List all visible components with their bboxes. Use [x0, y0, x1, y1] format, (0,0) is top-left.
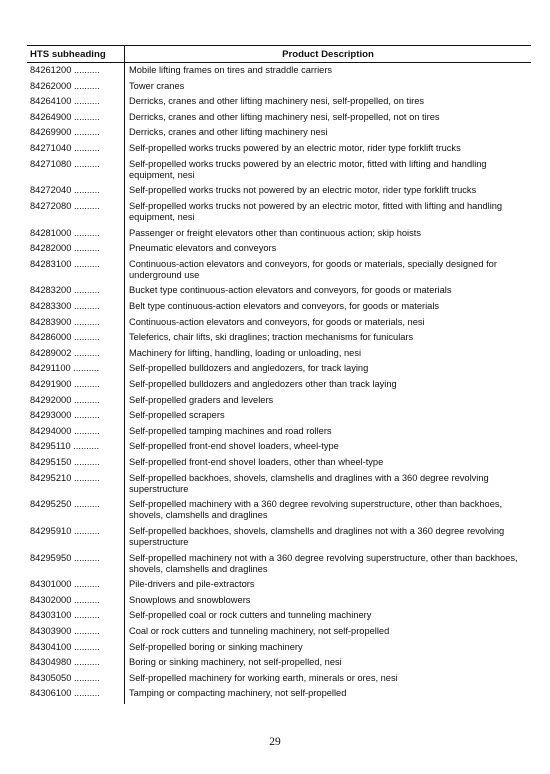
product-description-cell: Self-propelled front-end shovel loaders, wheel-type [129, 441, 339, 452]
hts-code-cell: 84292000 .......... [27, 393, 125, 409]
header-product-description: Product Description [125, 46, 532, 63]
table-row [27, 393, 531, 409]
hts-code-cell: 84295150 .......... [27, 455, 125, 471]
table-row [27, 63, 531, 79]
product-description-cell: Bucket type continuous-action elevators and conveyors, for goods or materials [129, 285, 452, 296]
product-description-cell: Pile-drivers and pile-extractors [129, 579, 255, 590]
product-description-cell: Continuous-action elevators and conveyors, for goods or materials, nesi [129, 316, 425, 327]
hts-code-cell: 84261200 .......... [27, 63, 125, 79]
table-row [27, 439, 531, 455]
hts-code-cell: 84303100 .......... [27, 608, 125, 624]
hts-code-cell: 84281000 .......... [27, 226, 125, 242]
product-description-cell: Passenger or freight elevators other than continuous action; skip hoists [129, 227, 421, 238]
hts-code-cell: 84305050 .......... [27, 671, 125, 687]
table-row [27, 424, 531, 440]
hts-code-cell: 84264900 .......... [27, 110, 125, 126]
hts-code-cell: 84295910 .......... [27, 524, 125, 551]
hts-code-cell: 84291100 .......... [27, 361, 125, 377]
hts-code-cell: 84302000 .......... [27, 593, 125, 609]
product-description-cell: Self-propelled boring or sinking machinery [129, 641, 303, 652]
hts-code-cell: 84269900 .......... [27, 125, 125, 141]
hts-code-cell: 84283900 .......... [27, 315, 125, 331]
table-header [27, 46, 531, 63]
product-description-cell: Self-propelled machinery for working earth, minerals or ores, nesi [129, 672, 398, 683]
table-row [27, 497, 531, 524]
product-description-cell: Self-propelled works trucks powered by an electric motor, fitted with lifting and handling equipment, nesi [129, 158, 487, 180]
table-row [27, 257, 531, 284]
hts-code-cell: 84283100 .......... [27, 257, 125, 284]
table-row [27, 226, 531, 242]
product-description-cell: Derricks, cranes and other lifting machinery nesi [129, 127, 328, 138]
table-row [27, 608, 531, 624]
hts-table [27, 45, 531, 704]
header-hts-subheading: HTS subheading [27, 46, 125, 63]
hts-code-cell: 84293000 .......... [27, 408, 125, 424]
hts-code-cell: 84282000 .......... [27, 241, 125, 257]
hts-code-cell: 84283200 .......... [27, 283, 125, 299]
hts-code-cell: 84295110 .......... [27, 439, 125, 455]
product-description-cell: Coal or rock cutters and tunneling machinery, not self-propelled [129, 626, 390, 637]
table-row [27, 315, 531, 331]
table-row [27, 686, 531, 703]
table-row [27, 671, 531, 687]
table-row [27, 141, 531, 157]
table-row [27, 624, 531, 640]
product-description-cell: Teleferics, chair lifts, ski draglines; traction mechanisms for funiculars [129, 332, 414, 343]
product-description-cell: Tamping or compacting machinery, not self-propelled [129, 688, 347, 699]
hts-code-cell: 84294000 .......... [27, 424, 125, 440]
table-row [27, 640, 531, 656]
table-row [27, 551, 531, 578]
product-description-cell: Tower cranes [129, 80, 185, 91]
product-description-cell: Self-propelled bulldozers and angledozers, for track laying [129, 363, 369, 374]
hts-code-cell: 84264100 .......... [27, 94, 125, 110]
product-description-cell: Boring or sinking machinery, not self-propelled, nesi [129, 657, 342, 668]
hts-code-cell: 84291900 .......... [27, 377, 125, 393]
product-description-cell: Self-propelled scrapers [129, 410, 225, 421]
table-row [27, 377, 531, 393]
table-row [27, 577, 531, 593]
product-description-cell: Pneumatic elevators and conveyors [129, 243, 277, 254]
hts-code-cell: 84306100 .......... [27, 686, 125, 703]
table-row [27, 471, 531, 498]
product-description-cell: Self-propelled graders and levelers [129, 394, 274, 405]
table-row [27, 94, 531, 110]
hts-code-cell: 84272080 .......... [27, 199, 125, 226]
product-description-cell: Self-propelled backhoes, shovels, clamshells and draglines not with a 360 degree revolving superstructure [129, 525, 505, 547]
hts-code-cell: 84304980 .......... [27, 655, 125, 671]
hts-code-cell: 84283300 .......... [27, 299, 125, 315]
table-row [27, 79, 531, 95]
hts-code-cell: 84271040 .......... [27, 141, 125, 157]
product-description-cell: Self-propelled works trucks powered by an electric motor, rider type forklift trucks [129, 142, 461, 153]
table-row [27, 455, 531, 471]
product-description-cell: Belt type continuous-action elevators and conveyors, for goods or materials [129, 301, 440, 311]
product-description-cell: Self-propelled machinery not with a 360 degree revolving superstructure, other than backhoes, shovels, clamshells and draglines [129, 552, 518, 574]
product-description-cell: Continuous-action elevators and conveyors, for goods or materials, specially designed for underground use [129, 258, 497, 280]
table-row [27, 346, 531, 362]
header-row [27, 46, 531, 63]
page-number: 29 [269, 736, 281, 748]
table-row [27, 593, 531, 609]
hts-code-cell: 84303900 .......... [27, 624, 125, 640]
product-description-cell: Self-propelled machinery with a 360 degree revolving superstructure, other than backhoes, shovels, clamshells and draglines [129, 499, 503, 521]
hts-code-cell: 84304100 .......... [27, 640, 125, 656]
table-row [27, 125, 531, 141]
product-description-cell: Self-propelled works trucks not powered by an electric motor, rider type forklift trucks [129, 185, 477, 196]
table-row [27, 199, 531, 226]
product-description-cell: Self-propelled front-end shovel loaders, other than wheel-type [129, 456, 384, 467]
hts-code-cell: 84286000 .......... [27, 330, 125, 346]
table-row [27, 283, 531, 299]
table-row [27, 183, 531, 199]
table-row [27, 330, 531, 346]
hts-table-container [27, 45, 531, 704]
table-row [27, 655, 531, 671]
product-description-cell: Derricks, cranes and other lifting machinery nesi, self-propelled, on tires [129, 96, 425, 107]
hts-code-cell: 84262000 .......... [27, 79, 125, 95]
table-row [27, 157, 531, 184]
table-row [27, 110, 531, 126]
product-description-cell: Self-propelled coal or rock cutters and tunneling machinery [129, 610, 372, 621]
product-description-cell: Self-propelled backhoes, shovels, clamshells and draglines with a 360 degree revolving superstructure [129, 472, 489, 494]
table-row [27, 361, 531, 377]
hts-code-cell: 84272040 .......... [27, 183, 125, 199]
table-row [27, 241, 531, 257]
table-body [27, 63, 531, 704]
hts-code-cell: 84295210 .......... [27, 471, 125, 498]
product-description-cell: Derricks, cranes and other lifting machinery nesi, self-propelled, not on tires [129, 111, 440, 122]
product-description-cell: Self-propelled tamping machines and road rollers [129, 425, 332, 436]
table-row [27, 299, 531, 315]
table-row [27, 408, 531, 424]
product-description-cell: Snowplows and snowblowers [129, 594, 251, 605]
hts-code-cell: 84289002 .......... [27, 346, 125, 362]
product-description-cell: Self-propelled works trucks not powered by an electric motor, fitted with lifting and handling equipment, nesi [129, 200, 503, 222]
product-description-cell: Machinery for lifting, handling, loading or unloading, nesi [129, 347, 362, 358]
hts-code-cell: 84301000 .......... [27, 577, 125, 593]
hts-code-cell: 84295950 .......... [27, 551, 125, 578]
product-description-cell: Mobile lifting frames on tires and straddle carriers [129, 65, 333, 75]
hts-code-cell: 84271080 .......... [27, 157, 125, 184]
product-description-cell: Self-propelled bulldozers and angledozers other than track laying [129, 378, 397, 389]
hts-code-cell: 84295250 .......... [27, 497, 125, 524]
table-row [27, 524, 531, 551]
